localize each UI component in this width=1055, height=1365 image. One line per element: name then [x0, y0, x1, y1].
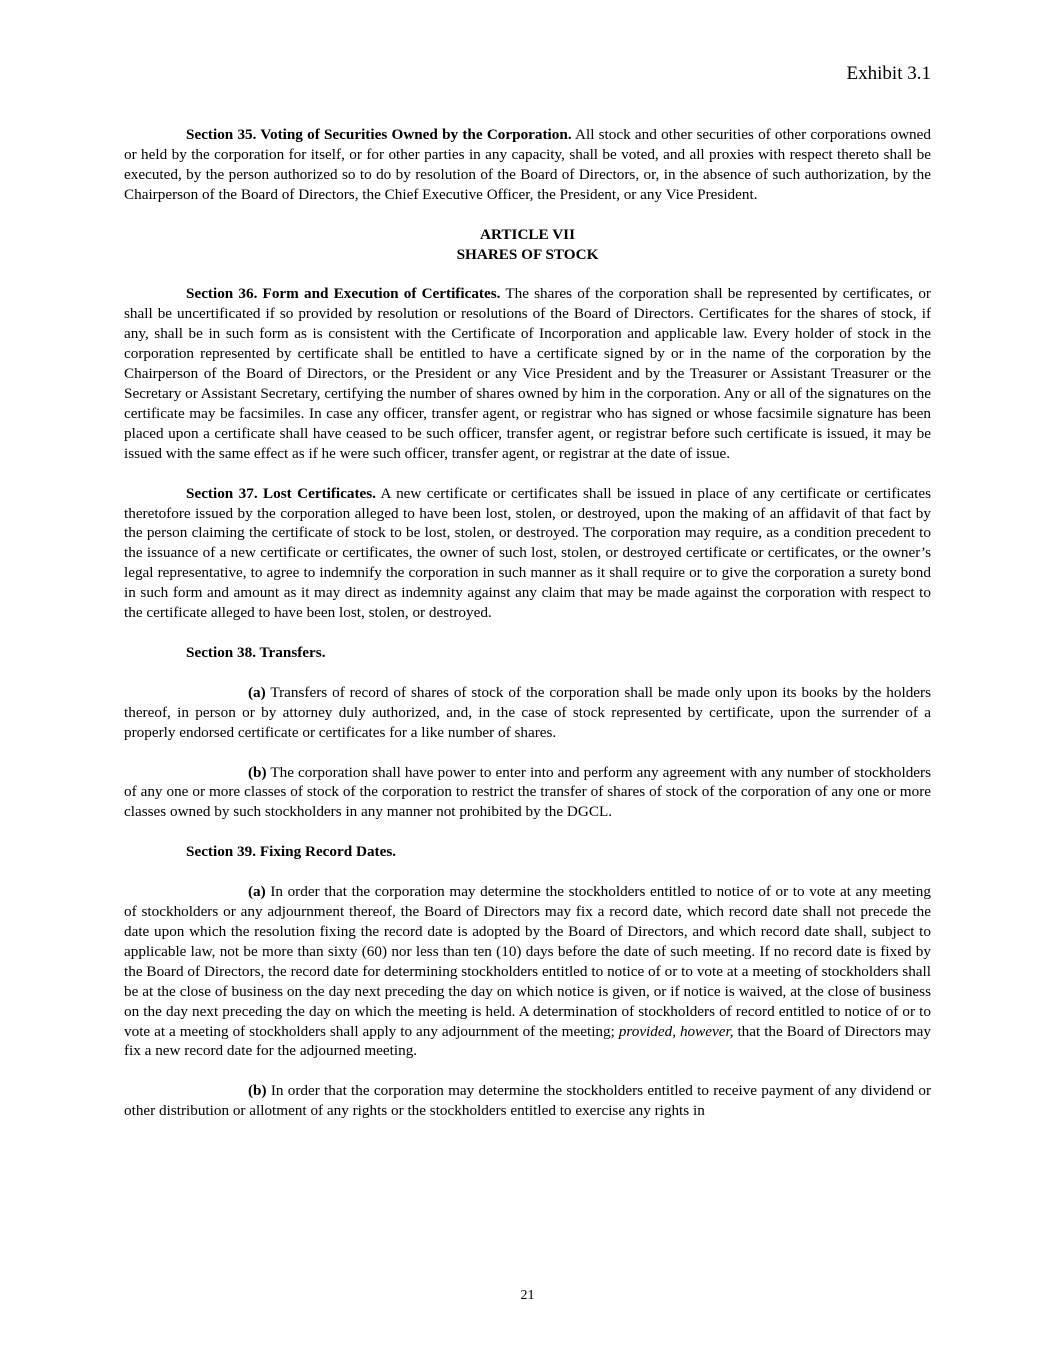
section-38-b-text: The corporation shall have power to enter into and perform any agreement with any number of stockholders of any one or more classes of stock of the corporation to restrict the transfer of shares of stock of the corporation of any one or more classes owned by such stockholders in any manner not prohibited by the DGCL. — [124, 763, 931, 821]
section-39-a-text: In order that the corporation may determine the stockholders entitled to notice of or to vote at any meeting of stockholders or any adjournment thereof, the Board of Directors may fix a record date, which record date shall not precede the date upon which the resolution fixing the record date is adopted by the Board of Directors, and which record date shall, subject to applicable law, not be more than sixty (60) nor less than ten (10) days before the date of such meeting. If no record date is fixed by the Board of Directors, the record date for determining stockholders entitled to notice of or to vote at a meeting of stockholders shall be at the close of business on the day next preceding the day on which notice is given, or if notice is waived, at the close of business on the day next preceding the day on which the meeting is held. A determination of stockholders of record entitled to notice of or to vote at a meeting of stockholders shall apply to any adjournment of the meeting; — [124, 883, 931, 1040]
section-35 — [124, 125, 931, 205]
section-39-a-text-end: that the Board of Directors may fix a new record date for the adjourned meeting. — [124, 1022, 931, 1060]
section-37-text: A new certificate or certificates shall be issued in place of any certificate or certificates theretofore issued by the corporation alleged to have been lost, stolen, or destroyed, upon the making of an affidavit of that fact by the person claiming the certificate of stock to be lost, stolen, or destroyed. The corporation may require, as a condition precedent to the issuance of a new certificate or certificates, the owner of such lost, stolen, or destroyed certificate or certificates, or the owner’s legal representative, to agree to indemnify the corporation in such manner as it shall require or to give the corporation a surety bond in such form and amount as it may direct as indemnity against any claim that may be made against the corporation with respect to the certificate alleged to have been lost, stolen, or destroyed. — [124, 484, 931, 622]
section-38-a — [124, 683, 931, 743]
section-39-a-label: (a) — [248, 883, 266, 901]
exhibit-label: Exhibit 3.1 — [846, 63, 931, 84]
section-39-b — [124, 1081, 931, 1121]
article-heading — [124, 225, 931, 265]
section-36-text: The shares of the corporation shall be represented by certificates, or shall be uncertificated if so provided by resolution or resolutions of the Board of Directors. Certificates for the shares of stock, if any, shall be in such form as is consistent with the Certificate of Incorporation and applicable law. Every holder of stock in the corporation represented by certificate shall be entitled to have a certificate signed by or in the name of the corporation by the Chairperson of the Board of Directors, or the President or any Vice President and by the Treasurer or Assistant Treasurer or the Secretary or Assistant Secretary, certifying the number of shares owned by him in the corporation. Any or all of the signatures on the certificate may be facsimiles. In case any officer, transfer agent, or registrar who has signed or whose facsimile signature has been placed upon a certificate shall have ceased to be such officer, transfer agent, or registrar before such certificate is issued, it may be issued with the same effect as if he were such officer, transfer agent, or registrar at the date of issue. — [124, 285, 931, 462]
section-36 — [124, 284, 931, 463]
section-35-text: All stock and other securities of other corporations owned or held by the corporation for itself, or for other parties in any capacity, shall be voted, and all proxies with respect thereto shall be executed, by the person authorized so to do by resolution of the Board of Directors, or, in the absence of such authorization, by the Chairperson of the Board of Directors, the Chief Executive Officer, the President, or any Vice President. — [124, 126, 931, 203]
article-title: SHARES OF STOCK — [456, 245, 599, 263]
section-39-b-label: (b) — [248, 1082, 267, 1100]
section-37-heading: Section 37. Lost Certificates. — [186, 484, 376, 502]
section-36-heading: Section 36. Form and Execution of Certificates. — [186, 285, 501, 303]
section-38-a-text: Transfers of record of shares of stock of the corporation shall be made only upon its books by the holders thereof, in person or by attorney duly authorized, and, in the case of stock represented by certificate, upon the surrender of a properly endorsed certificate or certificates for a like number of shares. — [124, 683, 931, 741]
section-35-heading: Section 35. Voting of Securities Owned by the Corporation. — [186, 126, 572, 143]
section-38-b-label: (b) — [248, 763, 267, 781]
section-38-heading: Section 38. Transfers. — [186, 643, 326, 661]
article-number: ARTICLE VII — [480, 225, 575, 243]
document-body — [124, 125, 931, 1121]
section-37 — [124, 484, 931, 623]
section-39-a-italic: provided, however, — [618, 1022, 734, 1040]
section-38-a-label: (a) — [248, 683, 266, 701]
section-39-a — [124, 882, 931, 1061]
page-number: 21 — [520, 1288, 535, 1303]
section-38-b — [124, 763, 931, 823]
section-39-heading: Section 39. Fixing Record Dates. — [186, 843, 397, 861]
section-39-b-text: In order that the corporation may determine the stockholders entitled to receive payment of any dividend or other distribution or allotment of any rights or the stockholders entitled to exercise any rights in — [124, 1082, 931, 1120]
